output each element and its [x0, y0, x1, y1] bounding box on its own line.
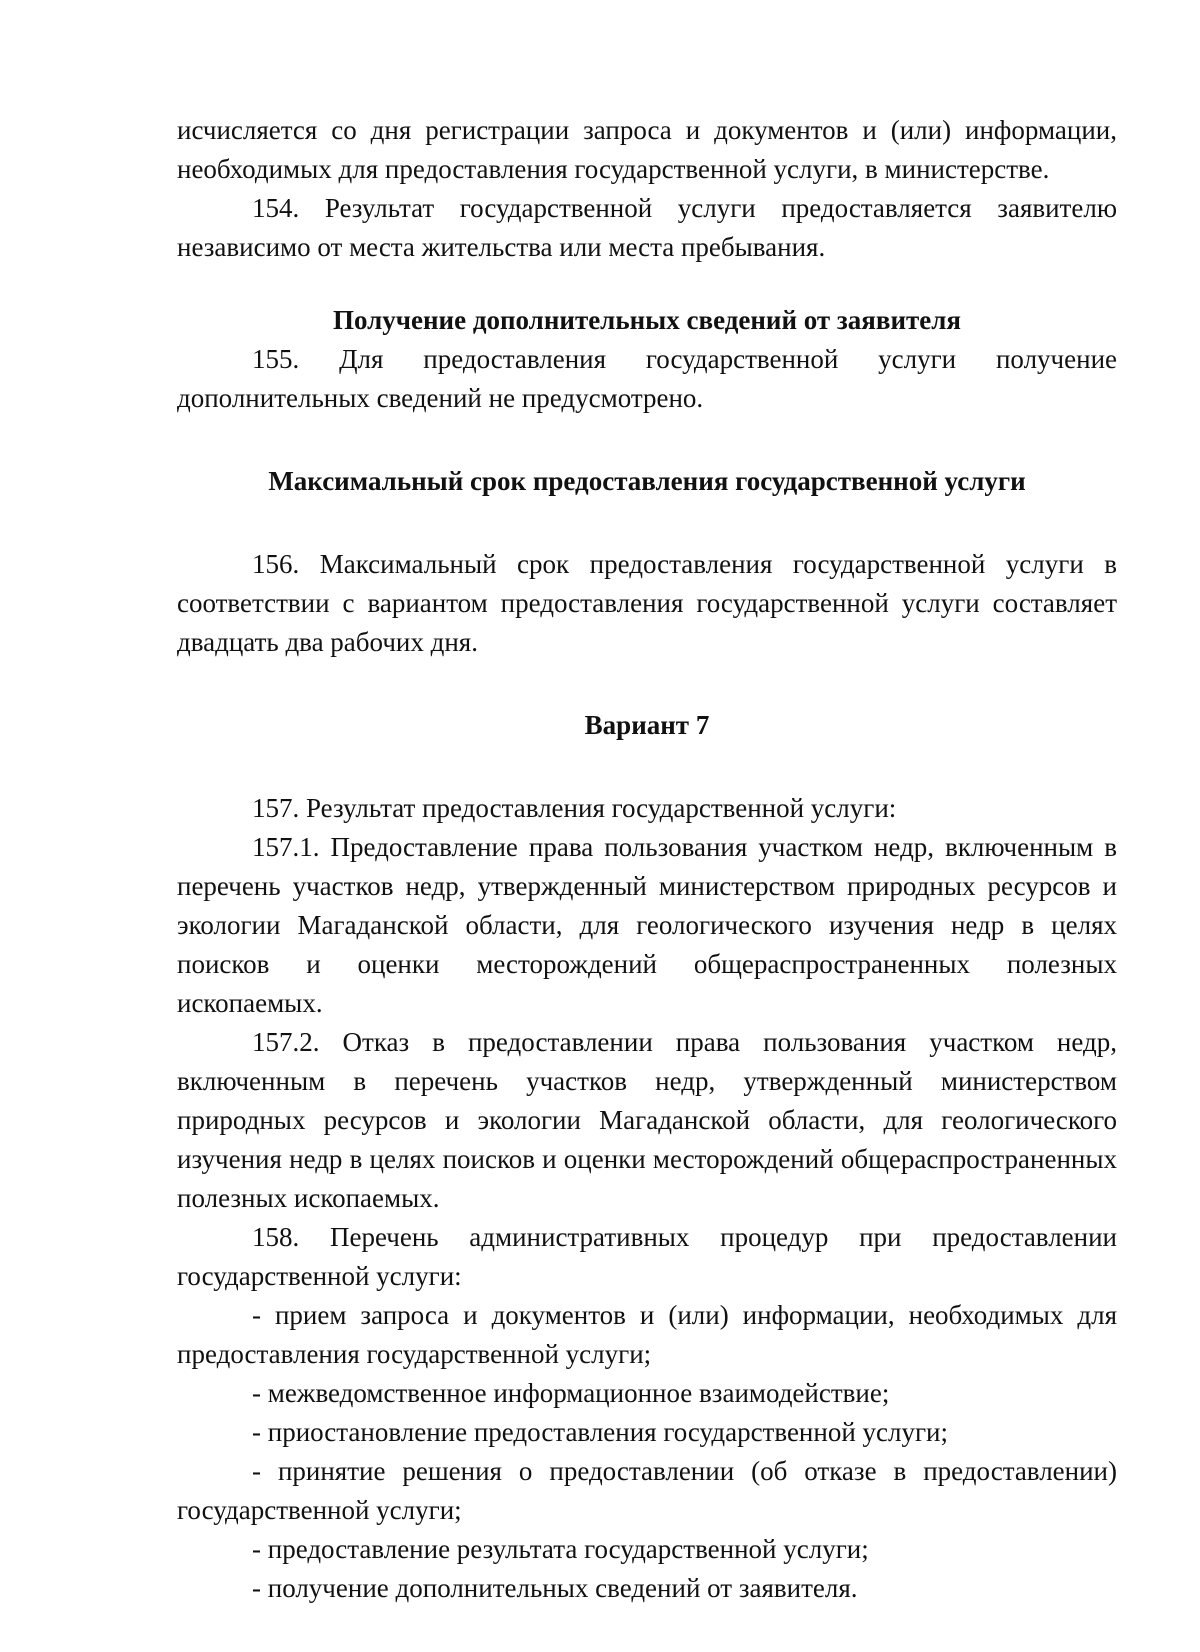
paragraph-157-2: 157.2. Отказ в предоставлении права пользования участком недр, включенным в перечень участков недр, утвержденный министерством природных ресурсов и экологии Магаданской области, для геологического изучения недр в целях поисков и оценки месторождений общераспространенных полезных ископаемых.: [177, 1027, 1117, 1213]
list-item-receive-request: - прием запроса и документов и (или) информации, необходимых для предоставления государственной услуги;: [177, 1300, 1117, 1369]
list-item-additional-info: - получение дополнительных сведений от заявителя.: [252, 1573, 858, 1603]
paragraph-157-1: 157.1. Предоставление права пользования участком недр, включенным в перечень участков недр, утвержденный министерством природных ресурсов и экологии Магаданской области, для геологического изучения недр в целях поисков и оценки месторождений общераспространенных полезных ископаемых.: [177, 832, 1117, 1018]
list-item-interagency: - межведомственное информационное взаимодействие;: [252, 1378, 890, 1408]
list-item-suspension: - приостановление предоставления государственной услуги;: [252, 1417, 949, 1447]
paragraph-153-continuation: исчисляется со дня регистрации запроса и документов и (или) информации, необходимых для предоставления государственной услуги, в министерстве.: [177, 115, 1117, 184]
document-page: [177, 111, 1117, 1608]
spacer: [177, 745, 1117, 789]
paragraph-158: 158. Перечень административных процедур при предоставлении государственной услуги:: [177, 1222, 1117, 1291]
list-item-result: - предоставление результата государственной услуги;: [252, 1534, 869, 1564]
heading-additional-info: Получение дополнительных сведений от заявителя: [332, 305, 962, 335]
paragraph-155: 155. Для предоставления государственной услуги получение дополнительных сведений не предусмотрено.: [177, 344, 1117, 413]
paragraph-154: 154. Результат государственной услуги предоставляется заявителю независимо от места жительства или места пребывания.: [177, 193, 1117, 262]
paragraph-157: 157. Результат предоставления государственной услуги:: [252, 793, 897, 823]
spacer: [177, 501, 1117, 545]
spacer: [177, 662, 1117, 706]
heading-variant-7: Вариант 7: [584, 710, 710, 740]
paragraph-156: 156. Максимальный срок предоставления государственной услуги в соответствии с вариантом предоставления государственной услуги составляет двадцать два рабочих дня.: [177, 549, 1117, 657]
list-item-decision: - принятие решения о предоставлении (об отказе в предоставлении) государственной услуги;: [177, 1456, 1117, 1525]
spacer: [177, 267, 1117, 301]
spacer: [177, 418, 1117, 462]
heading-max-term: Максимальный срок предоставления государственной услуги: [268, 466, 1026, 496]
